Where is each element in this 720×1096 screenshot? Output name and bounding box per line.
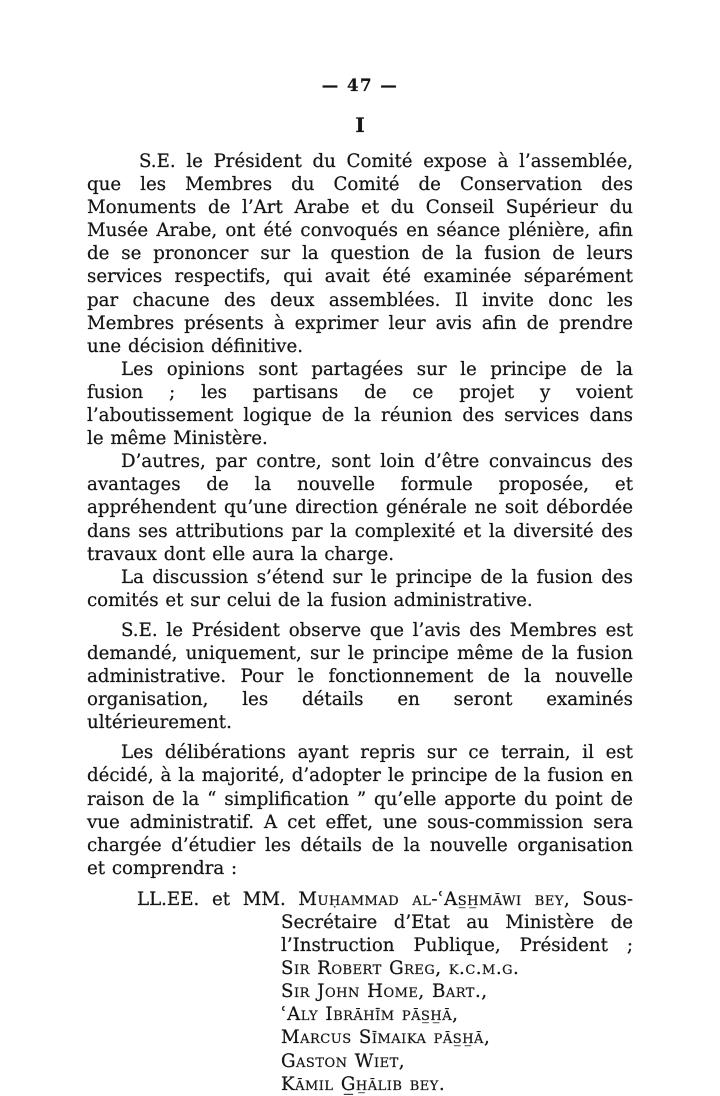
text-block <box>87 0 633 1096</box>
paragraph-4: La discussion s’étend sur le principe de la fusion des comités et sur celui de la fusion administrative. <box>87 566 633 611</box>
roster-first-line <box>87 888 633 911</box>
roster-intro: LL.EE. et MM. <box>137 888 299 910</box>
member-name-muhammad-al-ashmawi-bey: Muḥammad al-ʿAs̲h̲māwi bey <box>298 888 564 910</box>
paragraph-6: Les délibérations ayant repris sur ce terrain, il est décidé, à la majorité, d’adopter le principe de la fusion en raison de la “ simplification ” qu’elle apporte du point de vue administratif. A cet effet, une sous-commission sera chargée d’étudier les détails de la nouvelle organisation et comprendra : <box>87 742 633 879</box>
paragraph-5: S.E. le Président observe que l’avis des Membres est demandé, uniquement, sur le principe même de la fusion administrative. Pour le fonctionnement de la nouvelle organisation, les détails en seront examinés ultérieurement. <box>87 619 633 734</box>
roster-first-line-suffix: , Sous- <box>563 888 633 910</box>
roster-title-line-2: l’Instruction Publique, Président ; <box>281 935 633 957</box>
attendee-roster <box>87 888 633 1096</box>
paragraph-1: S.E. le Président du Comité expose à l’assemblée, que les Membres du Comité de Conservation des Monuments de l’Art Arabe et du Conseil Supérieur du Musée Arabe, ont été convoqués en séance plénière, afin de se prononcer sur la question de la fusion de leurs services respectifs, qui avait été examinée séparément par chacune des deux assemblées. Il invite donc les Membres présents à exprimer leur avis afin de prendre une décision définitive. <box>87 151 633 357</box>
paragraph-2: Les opinions sont partagées sur le principe de la fusion ; les partisans de ce projet y voient l’aboutissement logique de la réunion des services dans le même Ministère. <box>87 358 633 450</box>
roster-title-line-1: Secrétaire d’Etat au Ministère de <box>281 912 633 933</box>
paragraph-3: D’autres, par contre, sont loin d’être convaincus des avantages de la nouvelle formule proposée, et appréhendent qu’une direction générale ne soit débordée dans ses attributions par la complexité et la diversité des travaux dont elle aura la charge. <box>87 451 633 565</box>
member-name-sir-robert-greg: Sir Robert Greg, k.c.m.g. <box>281 958 520 980</box>
member-name-aly-ibrahim-pasha: ʿAly Ibrāhīm pās̲h̲ā, <box>281 1004 459 1026</box>
member-name-kamil-ghalib-bey: Kāmil G̲h̲ālib bey. <box>281 1073 446 1095</box>
page-number: — 47 — <box>321 76 399 95</box>
member-name-gaston-wiet: Gaston Wiet, <box>281 1050 406 1072</box>
member-name-marcus-simaika-pasha: Marcus Sīmaika pās̲h̲ā, <box>281 1027 491 1049</box>
section-heading: I <box>355 113 365 137</box>
member-name-sir-john-home: Sir John Home, Bart., <box>281 981 488 1003</box>
